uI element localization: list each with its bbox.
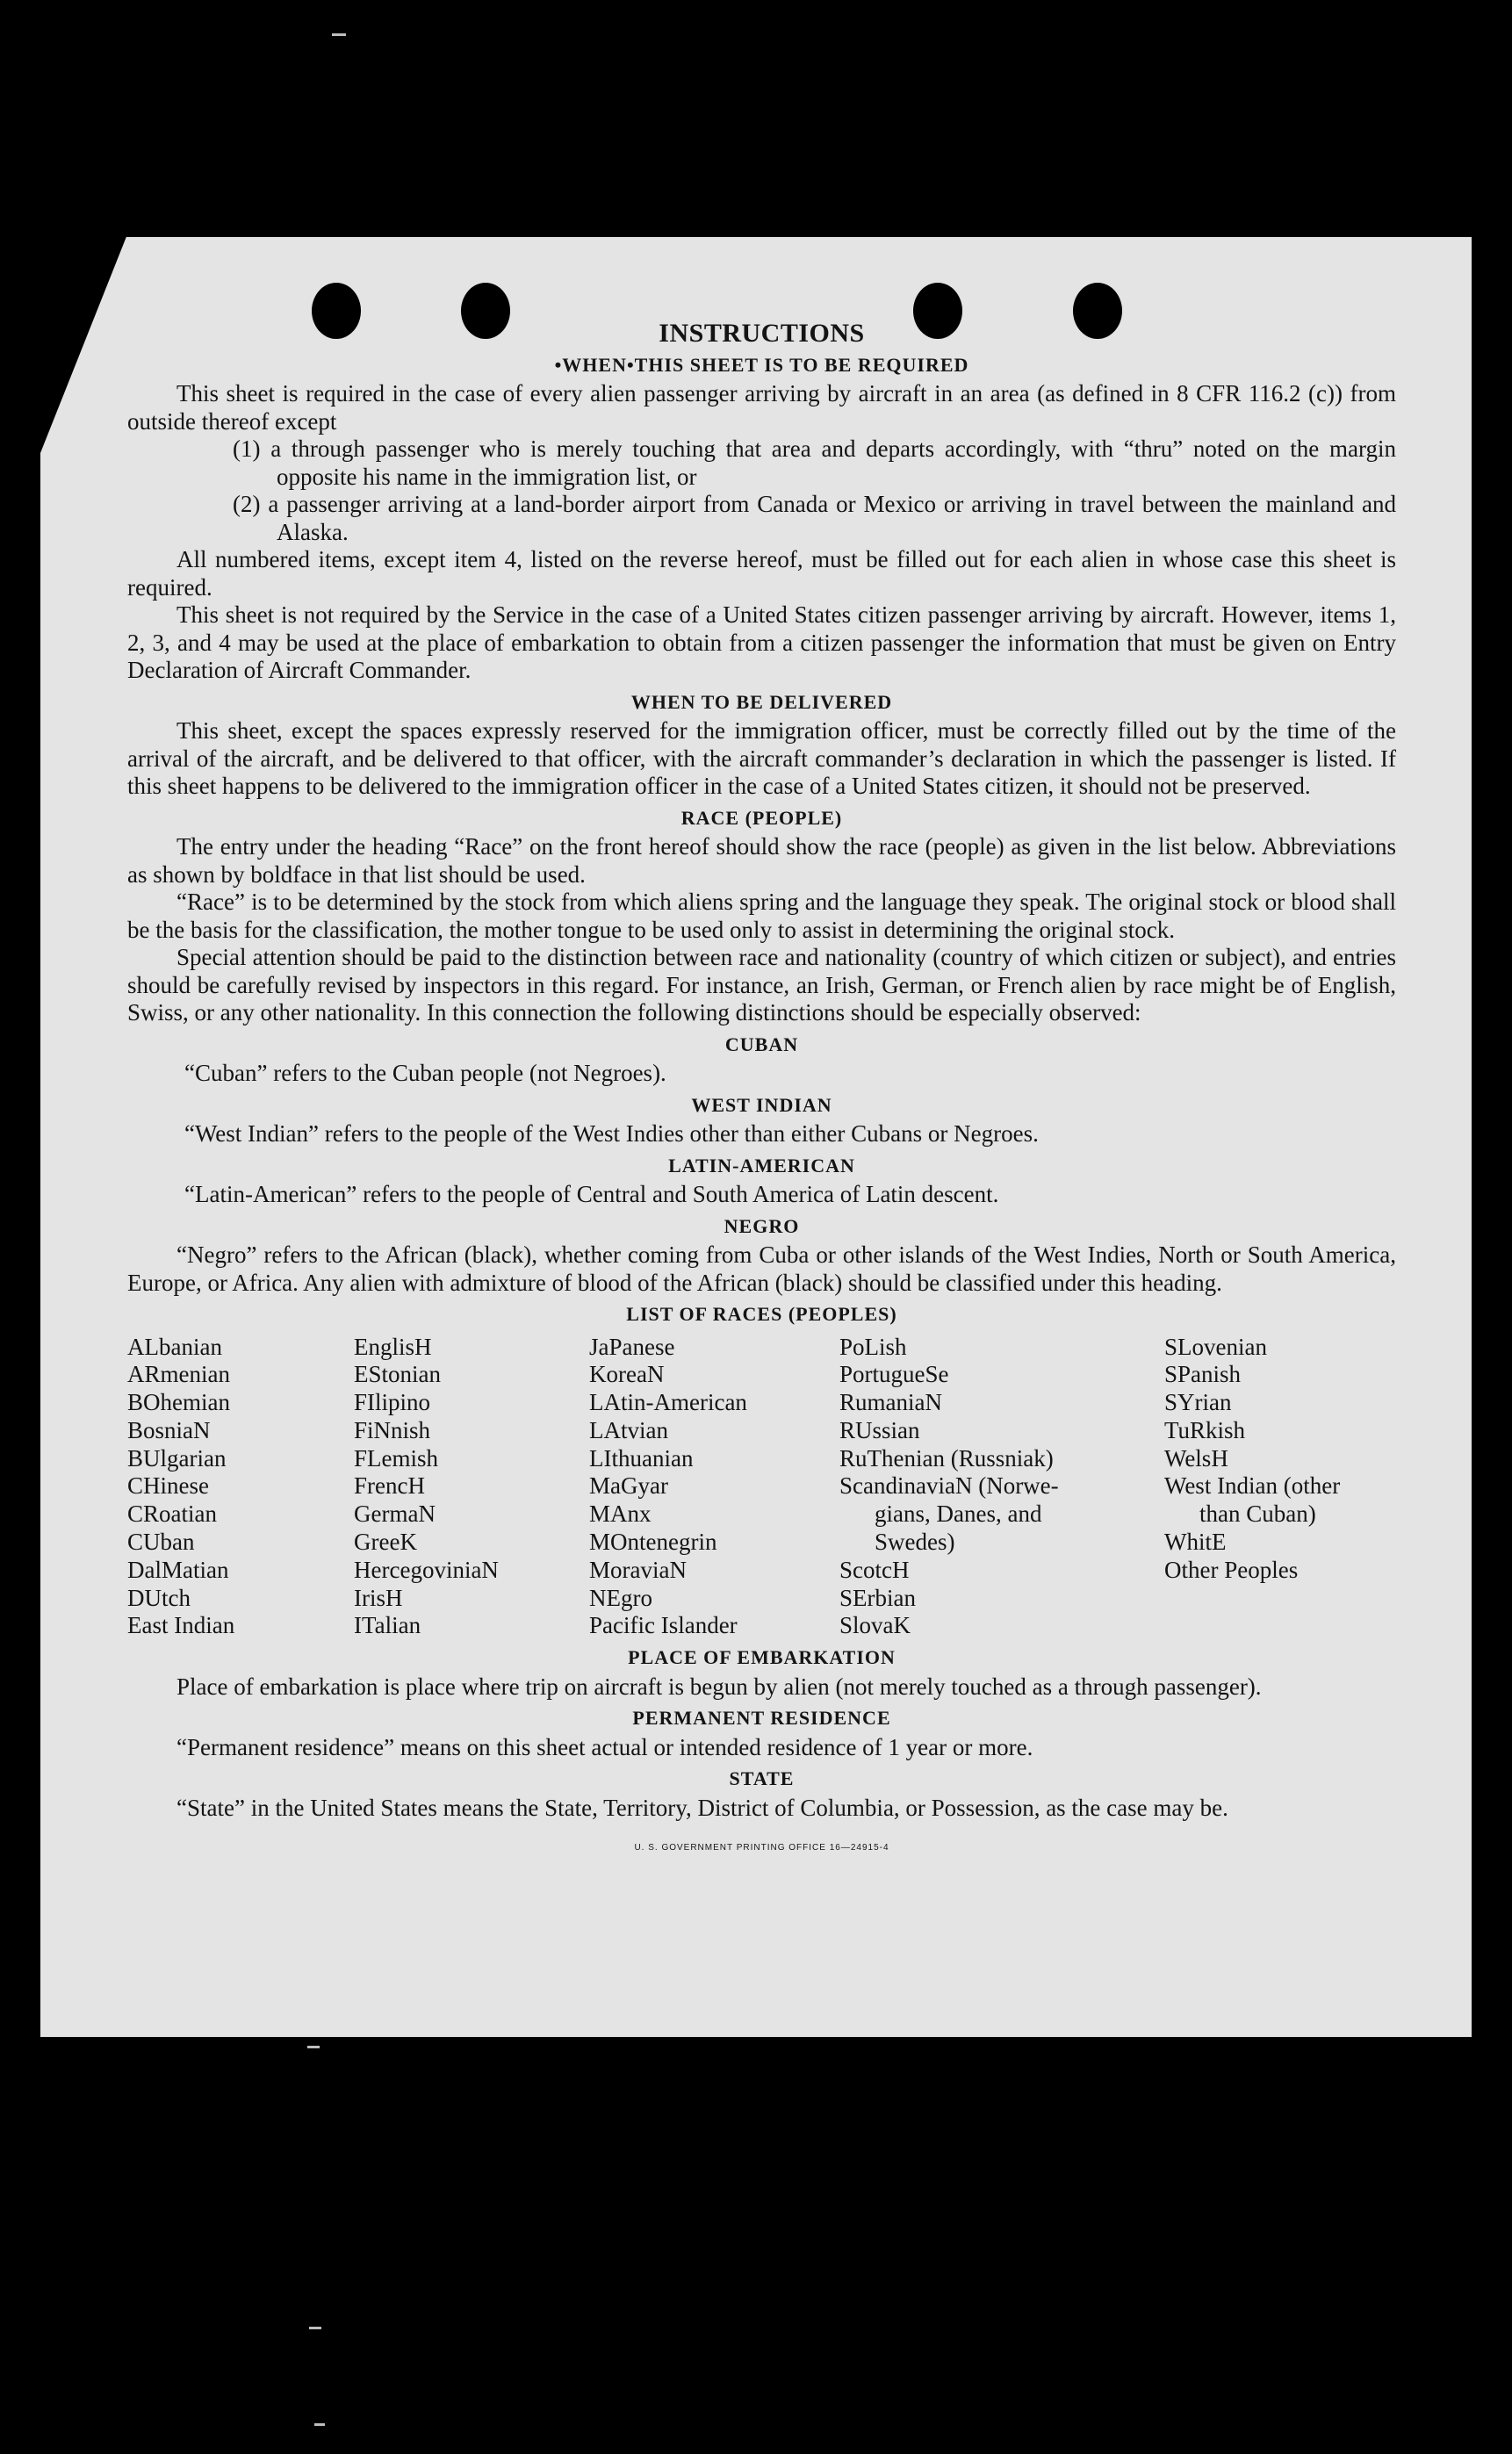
race-entry: BosniaN (127, 1416, 211, 1443)
race-entry: MaGyar (589, 1472, 668, 1500)
section-heading-latin-american: LATIN-AMERICAN (668, 1154, 855, 1177)
race-entry: NEgro (589, 1584, 652, 1611)
race-entry: BUlgarian (127, 1444, 227, 1472)
section-heading-when-required: •WHEN•THIS SHEET IS TO BE REQUIRED (554, 353, 969, 376)
race-entry: ALbanian (127, 1333, 222, 1360)
paragraph: “Cuban” refers to the Cuban people (not Negroes). (184, 1060, 666, 1086)
race-entry: PortugueSe (839, 1361, 949, 1388)
races-list (127, 1334, 1396, 1641)
paragraph: “State” in the United States means the State, Territory, District of Columbia, or Possession, as the case may be. (176, 1794, 1228, 1821)
race-entry: LAtvian (589, 1416, 668, 1443)
scan-mark (309, 2327, 321, 2329)
paragraph: All numbered items, except item 4, listed on the reverse hereof, must be filled out for each alien in whose case this sheet is required. (127, 546, 1396, 601)
race-entry: GermaN (354, 1500, 436, 1528)
race-entry: East Indian (127, 1612, 235, 1639)
race-entry: EnglisH (354, 1333, 432, 1360)
paragraph: “West Indian” refers to the people of the West Indies other than either Cubans or Negroes. (184, 1120, 1039, 1147)
race-entry: FLemish (354, 1444, 439, 1472)
section-heading-list-of-races: LIST OF RACES (PEOPLES) (626, 1303, 897, 1325)
races-column (589, 1334, 839, 1641)
race-entry: EStonian (354, 1361, 441, 1388)
race-entry: JaPanese (589, 1333, 675, 1360)
scan-mark (314, 2423, 325, 2426)
races-column (354, 1334, 589, 1641)
paragraph: The entry under the heading “Race” on the front hereof should show the race (people) as given in the list below. Abbreviations as shown by boldface in that list should be used. (127, 833, 1396, 888)
race-entry: FrencH (354, 1472, 425, 1500)
scan-mark (332, 33, 346, 36)
section-heading-state: STATE (729, 1767, 795, 1790)
race-entry: FIlipino (354, 1389, 431, 1416)
paragraph: “Race” is to be determined by the stock from which aliens spring and the language they speak. The original stock or blood shall be the basis for the classification, the mother tongue to be used only to assist in determining the original stock. (127, 889, 1396, 943)
race-entry: Pacific Islander (589, 1612, 738, 1639)
race-entry: ScandinaviaN (Norwe- (839, 1472, 1059, 1500)
race-entry: MoraviaN (589, 1556, 687, 1583)
section-heading-residence: PERMANENT RESIDENCE (632, 1707, 891, 1730)
section-heading-embarkation: PLACE OF EMBARKATION (628, 1646, 896, 1669)
race-entry: ScotcH (839, 1556, 910, 1583)
races-column (127, 1334, 354, 1641)
race-entry: DalMatian (127, 1556, 229, 1583)
list-item: (2) a passenger arriving at a land-border airport from Canada or Mexico or arriving in travel between the mainland and Alaska. (233, 491, 1396, 545)
race-entry-continuation: than Cuban) (1199, 1500, 1316, 1528)
race-entry: BOhemian (127, 1389, 230, 1416)
paragraph: This sheet is required in the case of every alien passenger arriving by aircraft in an area (as defined in 8 CFR 116.2 (c)) from outside thereof except (127, 380, 1396, 435)
page-title: INSTRUCTIONS (659, 319, 865, 348)
races-column (839, 1334, 1164, 1641)
race-entry: SlovaK (839, 1612, 911, 1639)
section-heading-cuban: CUBAN (724, 1033, 799, 1055)
race-entry: HercegoviniaN (354, 1556, 499, 1583)
race-entry: IrisH (354, 1584, 403, 1611)
paragraph: “Permanent residence” means on this sheet actual or intended residence of 1 year or more. (176, 1733, 1033, 1760)
race-entry: West Indian (other (1164, 1472, 1341, 1500)
race-entry: MAnx (589, 1500, 652, 1528)
instructions-body (127, 314, 1396, 1862)
race-entry: DUtch (127, 1584, 191, 1611)
race-entry: PoLish (839, 1333, 907, 1360)
race-entry: WhitE (1164, 1529, 1227, 1556)
section-heading-when-delivered: WHEN TO BE DELIVERED (630, 690, 893, 713)
scan-mark (307, 2046, 320, 2048)
race-entry: Other Peoples (1164, 1556, 1299, 1583)
paragraph: Special attention should be paid to the distinction between race and nationality (country of which citizen or subject), and entries should be carefully revised by inspectors in this regard. For instance, an Irish, German, or French alien by race might be of English, Swiss, or any other nationality. In this connection the following distinctions should be especially observed: (127, 944, 1396, 1025)
race-entry-continuation: Swedes) (875, 1529, 955, 1556)
races-column (1164, 1334, 1396, 1641)
race-entry: CHinese (127, 1472, 209, 1500)
race-entry: CRoatian (127, 1500, 217, 1528)
list-item: (1) a through passenger who is merely touching that area and departs accordingly, with “thru” noted on the margin opposite his name in the immigration list, or (233, 435, 1396, 490)
race-entry: ARmenian (127, 1361, 230, 1388)
race-entry: SErbian (839, 1584, 916, 1611)
race-entry: MOntenegrin (589, 1529, 717, 1556)
race-entry-continuation: gians, Danes, and (875, 1500, 1042, 1528)
race-entry: SYrian (1164, 1389, 1232, 1416)
paragraph: “Latin-American” refers to the people of Central and South America of Latin descent. (184, 1181, 999, 1207)
race-entry: TuRkish (1164, 1416, 1246, 1443)
race-entry: KoreaN (589, 1361, 665, 1388)
race-entry: FiNnish (354, 1416, 431, 1443)
race-entry: ITalian (354, 1612, 421, 1639)
paragraph: This sheet, except the spaces expressly reserved for the immigration officer, must be correctly filled out by the time of the arrival of the aircraft, and be delivered to that officer, with the aircraft commander’s declaration in which the passenger is listed. If this sheet happens to be delivered to the immigration officer in the case of a United States citizen, it should not be preserved. (127, 717, 1396, 799)
race-entry: CUban (127, 1529, 195, 1556)
section-heading-negro: NEGRO (724, 1214, 800, 1237)
race-entry: RUssian (839, 1416, 920, 1443)
printing-office-footer: U. S. GOVERNMENT PRINTING OFFICE 16—24915-4 (634, 1843, 889, 1853)
race-entry: RumaniaN (839, 1389, 942, 1416)
paragraph: Place of embarkation is place where trip on aircraft is begun by alien (not merely touched as a through passenger). (176, 1673, 1262, 1700)
section-heading-west-indian: WEST INDIAN (691, 1093, 832, 1116)
section-heading-race: RACE (PEOPLE) (680, 806, 843, 829)
paragraph: “Negro” refers to the African (black), whether coming from Cuba or other islands of the West Indies, North or South America, Europe, or Africa. Any alien with admixture of blood of the African (black) should be classified under this heading. (127, 1241, 1396, 1296)
paragraph: This sheet is not required by the Service in the case of a United States citizen passenger arriving by aircraft. However, items 1, 2, 3, and 4 may be used at the place of embarkation to obtain from a citizen passenger the information that must be given on Entry Declaration of Aircraft Commander. (127, 601, 1396, 683)
race-entry: SLovenian (1164, 1333, 1267, 1360)
race-entry: GreeK (354, 1529, 417, 1556)
race-entry: RuThenian (Russniak) (839, 1444, 1054, 1472)
race-entry: LAtin-American (589, 1389, 747, 1416)
race-entry: LIthuanian (589, 1444, 694, 1472)
race-entry: WelsH (1164, 1444, 1228, 1472)
race-entry: SPanish (1164, 1361, 1242, 1388)
